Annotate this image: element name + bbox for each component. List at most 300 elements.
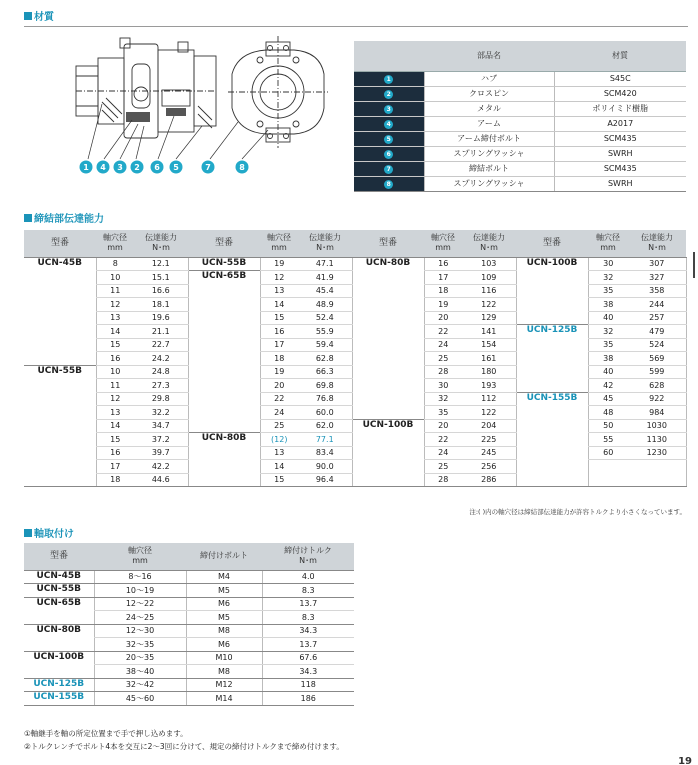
cap-bore-cell: 14 [96, 325, 134, 339]
cap-bore-cell: 24 [424, 338, 462, 352]
cap-model-cell [352, 379, 424, 393]
cap-value-cell: 62.8 [298, 352, 352, 366]
capacity-row [24, 338, 686, 352]
cap-bore-cell: 15 [96, 433, 134, 447]
cap-header-model: 型番 [352, 230, 424, 257]
cap-value-cell: 22.7 [134, 338, 188, 352]
install-row [24, 597, 354, 611]
cap-value-cell: 44.6 [134, 473, 188, 487]
cap-model-cell [24, 284, 96, 298]
cap-bore-cell [588, 473, 628, 487]
cap-model-cell [352, 460, 424, 474]
material-value: A2017 [554, 116, 686, 131]
install-row [24, 638, 354, 652]
cap-header-bore [96, 230, 134, 257]
cap-model-cell: UCN-125B [516, 325, 588, 339]
cap-value-cell: 256 [462, 460, 516, 474]
ins-torque-cell: 186 [262, 692, 354, 706]
cap-value-cell: 122 [462, 406, 516, 420]
cap-value-cell: 60.0 [298, 406, 352, 420]
install-row [24, 624, 354, 638]
ins-model-cell: UCN-125B [24, 678, 94, 692]
material-part-name: ハブ [424, 71, 554, 86]
cap-value-cell: 154 [462, 338, 516, 352]
cap-model-cell [188, 392, 260, 406]
label-2-icon [131, 161, 144, 174]
cap-value-cell: 569 [628, 352, 686, 366]
cap-model-cell [188, 325, 260, 339]
cap-bore-cell: 38 [588, 352, 628, 366]
cap-model-cell [516, 379, 588, 393]
ins-bolt-cell: M6 [186, 638, 262, 652]
cap-header-capacity-unit: N･m [316, 243, 334, 253]
number-badge-icon: 1 [384, 75, 393, 84]
cap-header-bore [260, 230, 298, 257]
cap-bore-cell: 12 [260, 271, 298, 285]
cap-header-capacity [462, 230, 516, 257]
cap-bore-cell: 13 [96, 311, 134, 325]
cap-bore-cell: 35 [588, 338, 628, 352]
ins-bolt-cell: M8 [186, 665, 262, 679]
capacity-row [24, 446, 686, 460]
cap-value-cell: 77.1 [298, 433, 352, 447]
cap-bore-cell: 28 [424, 365, 462, 379]
ins-torque-cell: 67.6 [262, 651, 354, 665]
capacity-row [24, 365, 686, 379]
install-note-1: ①軸継手を軸の所定位置まで手で押し込めます。 [24, 729, 188, 738]
cap-bore-cell: 19 [260, 257, 298, 271]
ins-model-cell: UCN-80B [36, 624, 82, 635]
cap-value-cell: 29.8 [134, 392, 188, 406]
cap-value-cell: 24.8 [134, 365, 188, 379]
cap-model-cell [24, 446, 96, 460]
coupling-drawing [62, 34, 332, 182]
cap-value-cell: 45.4 [298, 284, 352, 298]
install-row [24, 692, 354, 706]
section-title-text: 材質 [34, 12, 54, 23]
cap-header-capacity [298, 230, 352, 257]
cap-model-cell [24, 298, 96, 312]
cap-value-cell: 76.8 [298, 392, 352, 406]
capacity-row [24, 325, 686, 339]
cap-bore-cell: 19 [424, 298, 462, 312]
cap-bore-cell: 17 [260, 338, 298, 352]
cap-model-cell [188, 338, 260, 352]
install-row [24, 570, 354, 584]
cap-bore-cell: 35 [588, 284, 628, 298]
capacity-row [24, 473, 686, 487]
cap-value-cell: 48.9 [298, 298, 352, 312]
material-value: SWRH [554, 176, 686, 191]
number-badge-icon: 3 [384, 105, 393, 114]
cap-bore-cell: 16 [260, 325, 298, 339]
cap-model-cell [188, 365, 260, 379]
cap-model-cell [24, 392, 96, 406]
materials-table [354, 41, 686, 192]
cap-bore-cell: 13 [260, 446, 298, 460]
material-number-cell [354, 131, 424, 146]
capacity-table [24, 230, 687, 487]
cap-bore-cell: 40 [588, 365, 628, 379]
cap-model-cell [516, 271, 588, 285]
ins-torque-cell: 13.7 [262, 638, 354, 652]
cap-model-cell [516, 419, 588, 433]
material-row [354, 161, 686, 176]
cap-model-cell: UCN-100B [526, 257, 578, 268]
cap-model-cell [188, 379, 260, 393]
cap-header-capacity-unit: N･m [152, 243, 170, 253]
cap-bore-cell: 48 [588, 406, 628, 420]
cap-model-cell [352, 284, 424, 298]
ins-model-cell [24, 611, 94, 625]
cap-value-cell: 122 [462, 298, 516, 312]
cap-value-cell: 83.4 [298, 446, 352, 460]
cap-value-cell: 922 [628, 392, 686, 406]
cap-model-cell [24, 338, 96, 352]
install-row [24, 651, 354, 665]
ins-bore-cell: 24～25 [94, 611, 186, 625]
cap-header-bore-unit: mm [600, 243, 616, 253]
cap-bore-cell: 14 [96, 419, 134, 433]
cap-bore-cell: 25 [424, 460, 462, 474]
material-part-name: スプリングワッシャ [424, 146, 554, 161]
cap-value-cell: 24.2 [134, 352, 188, 366]
cap-bore-cell: 32 [588, 271, 628, 285]
cap-bore-cell: 15 [96, 338, 134, 352]
material-part-name: アーム締付ボルト [424, 131, 554, 146]
section-square-icon [24, 529, 32, 537]
cap-bore-cell: 30 [424, 379, 462, 393]
cap-bore-cell: 42 [588, 379, 628, 393]
cap-bore-cell: 14 [260, 298, 298, 312]
section-divider [24, 26, 688, 27]
cap-bore-cell: 19 [260, 365, 298, 379]
cap-model-cell [188, 419, 260, 433]
cap-model-cell [516, 311, 588, 325]
ins-bolt-cell: M5 [186, 584, 262, 598]
ins-bore-cell: 38～40 [94, 665, 186, 679]
svg-text:2: 2 [134, 163, 140, 172]
cap-model-cell [352, 406, 424, 420]
cap-value-cell: 52.4 [298, 311, 352, 325]
cap-bore-cell: 38 [588, 298, 628, 312]
svg-text:7: 7 [205, 163, 211, 172]
material-row [354, 101, 686, 116]
cap-value-cell [628, 473, 686, 487]
material-value: SCM420 [554, 86, 686, 101]
cap-value-cell: 225 [462, 433, 516, 447]
capacity-row [24, 433, 686, 447]
section-title-install [24, 525, 74, 540]
cap-bore-cell: 20 [260, 379, 298, 393]
ins-model-cell [24, 638, 94, 652]
mat-header-part: 部品名 [424, 41, 554, 71]
material-row [354, 131, 686, 146]
ins-model-cell: UCN-65B [36, 597, 82, 608]
cap-header-model: 型番 [516, 230, 588, 257]
cap-model-cell [188, 352, 260, 366]
label-4-icon [97, 161, 110, 174]
capacity-note: 注:( )内の軸穴径は締結部伝達能力が許容トルクより小さくなっています。 [469, 508, 686, 516]
install-table [24, 543, 354, 706]
cap-model-cell [352, 311, 424, 325]
cap-value-cell: 66.3 [298, 365, 352, 379]
cap-header-capacity [628, 230, 686, 257]
install-row [24, 678, 354, 692]
cap-model-cell [516, 352, 588, 366]
cap-header-bore-text: 軸穴径 [431, 233, 455, 243]
ins-torque-cell: 118 [262, 678, 354, 692]
ins-torque-cell: 34.3 [262, 624, 354, 638]
ins-bore-cell: 20～35 [94, 651, 186, 665]
svg-text:8: 8 [239, 163, 245, 172]
cap-model-cell [188, 460, 260, 474]
cap-bore-cell: 12 [96, 392, 134, 406]
material-number-cell [354, 101, 424, 116]
capacity-row [24, 271, 686, 285]
cap-model-cell [516, 406, 588, 420]
cap-value-cell: 628 [628, 379, 686, 393]
cap-value-cell: 96.4 [298, 473, 352, 487]
cap-model-cell [24, 325, 96, 339]
cap-model-cell [24, 271, 96, 285]
cap-model-cell [352, 446, 424, 460]
cap-header-bore-text: 軸穴径 [596, 233, 620, 243]
cap-model-cell [516, 338, 588, 352]
material-value: SCM435 [554, 131, 686, 146]
material-value: ポリイミド樹脂 [554, 101, 686, 116]
cap-model-cell [24, 352, 96, 366]
cap-model-cell: UCN-55B [201, 257, 247, 268]
cap-bore-cell: 13 [96, 406, 134, 420]
number-badge-icon: 6 [384, 150, 393, 159]
cap-bore-cell: 40 [588, 311, 628, 325]
material-number-cell [354, 86, 424, 101]
cap-bore-cell: 8 [96, 257, 134, 271]
cap-model-cell: UCN-55B [24, 365, 96, 379]
cap-value-cell: 34.7 [134, 419, 188, 433]
ins-torque-cell: 8.3 [262, 584, 354, 598]
cap-bore-cell: 50 [588, 419, 628, 433]
cap-header-bore-text: 軸穴径 [267, 233, 291, 243]
cap-bore-cell: 22 [424, 433, 462, 447]
material-number-cell [354, 176, 424, 191]
ins-model-cell: UCN-55B [24, 584, 94, 598]
ins-bolt-cell: M4 [186, 570, 262, 584]
cap-model-cell [516, 365, 588, 379]
ins-bore-cell: 8～16 [94, 570, 186, 584]
cap-value-cell: 16.6 [134, 284, 188, 298]
cap-bore-cell: 32 [588, 325, 628, 339]
cap-model-cell [352, 271, 424, 285]
material-part-name: 締結ボルト [424, 161, 554, 176]
cap-model-cell [188, 284, 260, 298]
cap-bore-cell: 25 [260, 419, 298, 433]
material-part-name: メタル [424, 101, 554, 116]
cap-value-cell: 307 [628, 257, 686, 271]
cap-bore-cell: 16 [96, 446, 134, 460]
cap-model-cell [352, 338, 424, 352]
label-1-icon [80, 161, 93, 174]
cap-model-cell: UCN-100B [352, 419, 424, 433]
section-title-material [24, 8, 54, 23]
cap-value-cell: 18.1 [134, 298, 188, 312]
label-8-icon [236, 161, 249, 174]
ins-bolt-cell: M5 [186, 611, 262, 625]
capacity-row [24, 460, 686, 474]
material-row [354, 176, 686, 191]
cap-value-cell: 41.9 [298, 271, 352, 285]
cap-bore-cell: 20 [424, 419, 462, 433]
cap-value-cell: 257 [628, 311, 686, 325]
cap-value-cell: 358 [628, 284, 686, 298]
ins-model-cell: UCN-45B [24, 570, 94, 584]
label-5-icon [170, 161, 183, 174]
ins-model-cell: UCN-155B [24, 692, 94, 706]
cap-model-cell: UCN-80B [188, 433, 260, 447]
section-title-text: 軸取付け [34, 529, 74, 540]
capacity-row [24, 392, 686, 406]
cap-model-cell [24, 460, 96, 474]
cap-model-cell [352, 298, 424, 312]
svg-text:5: 5 [173, 163, 179, 172]
install-row [24, 584, 354, 598]
mat-header-no [354, 41, 424, 71]
cap-value-cell: 39.7 [134, 446, 188, 460]
cap-value-cell: 161 [462, 352, 516, 366]
cap-bore-cell: 18 [424, 284, 462, 298]
ins-bolt-cell: M14 [186, 692, 262, 706]
cap-bore-cell: 14 [260, 460, 298, 474]
capacity-row [24, 419, 686, 433]
cap-bore-cell: 17 [424, 271, 462, 285]
cap-bore-cell: (12) [260, 433, 298, 447]
cap-bore-cell: 16 [96, 352, 134, 366]
material-row [354, 86, 686, 101]
ins-model-cell [24, 665, 94, 679]
cap-bore-cell: 15 [260, 473, 298, 487]
cap-bore-cell: 45 [588, 392, 628, 406]
cap-model-cell [24, 433, 96, 447]
cap-header-capacity-text: 伝達能力 [145, 233, 177, 243]
svg-text:3: 3 [117, 163, 123, 172]
cap-header-capacity-text: 伝達能力 [309, 233, 341, 243]
cap-model-cell: UCN-45B [37, 257, 83, 268]
cap-model-cell [188, 311, 260, 325]
section-square-icon [24, 12, 32, 20]
cap-value-cell: 55.9 [298, 325, 352, 339]
material-number-cell [354, 161, 424, 176]
cap-bore-cell: 22 [260, 392, 298, 406]
cap-bore-cell: 15 [260, 311, 298, 325]
capacity-row [24, 352, 686, 366]
material-value: SWRH [554, 146, 686, 161]
cap-value-cell: 204 [462, 419, 516, 433]
material-row [354, 71, 686, 86]
cap-bore-cell: 30 [588, 257, 628, 271]
cap-bore-cell: 32 [424, 392, 462, 406]
cap-value-cell: 62.0 [298, 419, 352, 433]
cap-model-cell [188, 406, 260, 420]
install-row [24, 665, 354, 679]
cap-bore-cell: 13 [260, 284, 298, 298]
section-title-text: 締結部伝達能力 [34, 214, 104, 225]
install-row [24, 611, 354, 625]
material-part-name: アーム [424, 116, 554, 131]
ins-bolt-cell: M6 [186, 597, 262, 611]
cap-value-cell: 59.4 [298, 338, 352, 352]
svg-text:4: 4 [100, 163, 106, 172]
cap-header-capacity-unit: N･m [480, 243, 498, 253]
label-3-icon [114, 161, 127, 174]
cap-header-capacity-text: 伝達能力 [473, 233, 505, 243]
label-7-icon [202, 161, 215, 174]
cap-bore-cell: 24 [260, 406, 298, 420]
cap-value-cell: 1130 [628, 433, 686, 447]
number-badge-icon: 8 [384, 180, 393, 189]
cap-value-cell: 116 [462, 284, 516, 298]
capacity-row [24, 298, 686, 312]
cap-header-bore [424, 230, 462, 257]
cap-value-cell [628, 460, 686, 474]
cap-header-capacity [134, 230, 188, 257]
cap-bore-cell: 11 [96, 379, 134, 393]
ins-bore-cell: 32～42 [94, 678, 186, 692]
cap-value-cell: 32.2 [134, 406, 188, 420]
ins-bore-cell: 12～22 [94, 597, 186, 611]
cap-value-cell: 19.6 [134, 311, 188, 325]
cap-header-bore-unit: mm [107, 243, 123, 253]
material-number-cell [354, 146, 424, 161]
cap-value-cell: 1030 [628, 419, 686, 433]
material-value: SCM435 [554, 161, 686, 176]
ins-bolt-cell: M12 [186, 678, 262, 692]
cap-bore-cell: 18 [96, 473, 134, 487]
cap-header-capacity-unit: N･m [648, 243, 666, 253]
cap-value-cell: 129 [462, 311, 516, 325]
cap-value-cell: 984 [628, 406, 686, 420]
cap-model-cell [516, 460, 588, 474]
cap-value-cell: 15.1 [134, 271, 188, 285]
number-badge-icon: 2 [384, 90, 393, 99]
material-part-name: スプリングワッシャ [424, 176, 554, 191]
number-badge-icon: 5 [384, 135, 393, 144]
install-note-2: ②トルクレンチでボルト4本を交互に2～3回に分けて、規定の締付けトルクまで締め付けます。 [24, 742, 344, 751]
number-badge-icon: 7 [384, 165, 393, 174]
cap-bore-cell: 25 [424, 352, 462, 366]
ins-bore-cell: 45～60 [94, 692, 186, 706]
cap-value-cell: 599 [628, 365, 686, 379]
label-6-icon [151, 161, 164, 174]
mat-header-material: 材質 [554, 41, 686, 71]
capacity-row [24, 257, 686, 271]
cap-value-cell: 103 [462, 257, 516, 271]
ins-torque-cell: 34.3 [262, 665, 354, 679]
ins-torque-cell: 4.0 [262, 570, 354, 584]
cap-model-cell [24, 419, 96, 433]
cap-bore-cell: 20 [424, 311, 462, 325]
cap-header-bore [588, 230, 628, 257]
cap-model-cell [516, 433, 588, 447]
cap-model-cell [516, 284, 588, 298]
ins-bolt-cell: M8 [186, 624, 262, 638]
cap-value-cell: 286 [462, 473, 516, 487]
cap-value-cell: 524 [628, 338, 686, 352]
cap-value-cell: 42.2 [134, 460, 188, 474]
cap-bore-cell [588, 460, 628, 474]
material-part-name: クロスピン [424, 86, 554, 101]
cap-bore-cell: 35 [424, 406, 462, 420]
